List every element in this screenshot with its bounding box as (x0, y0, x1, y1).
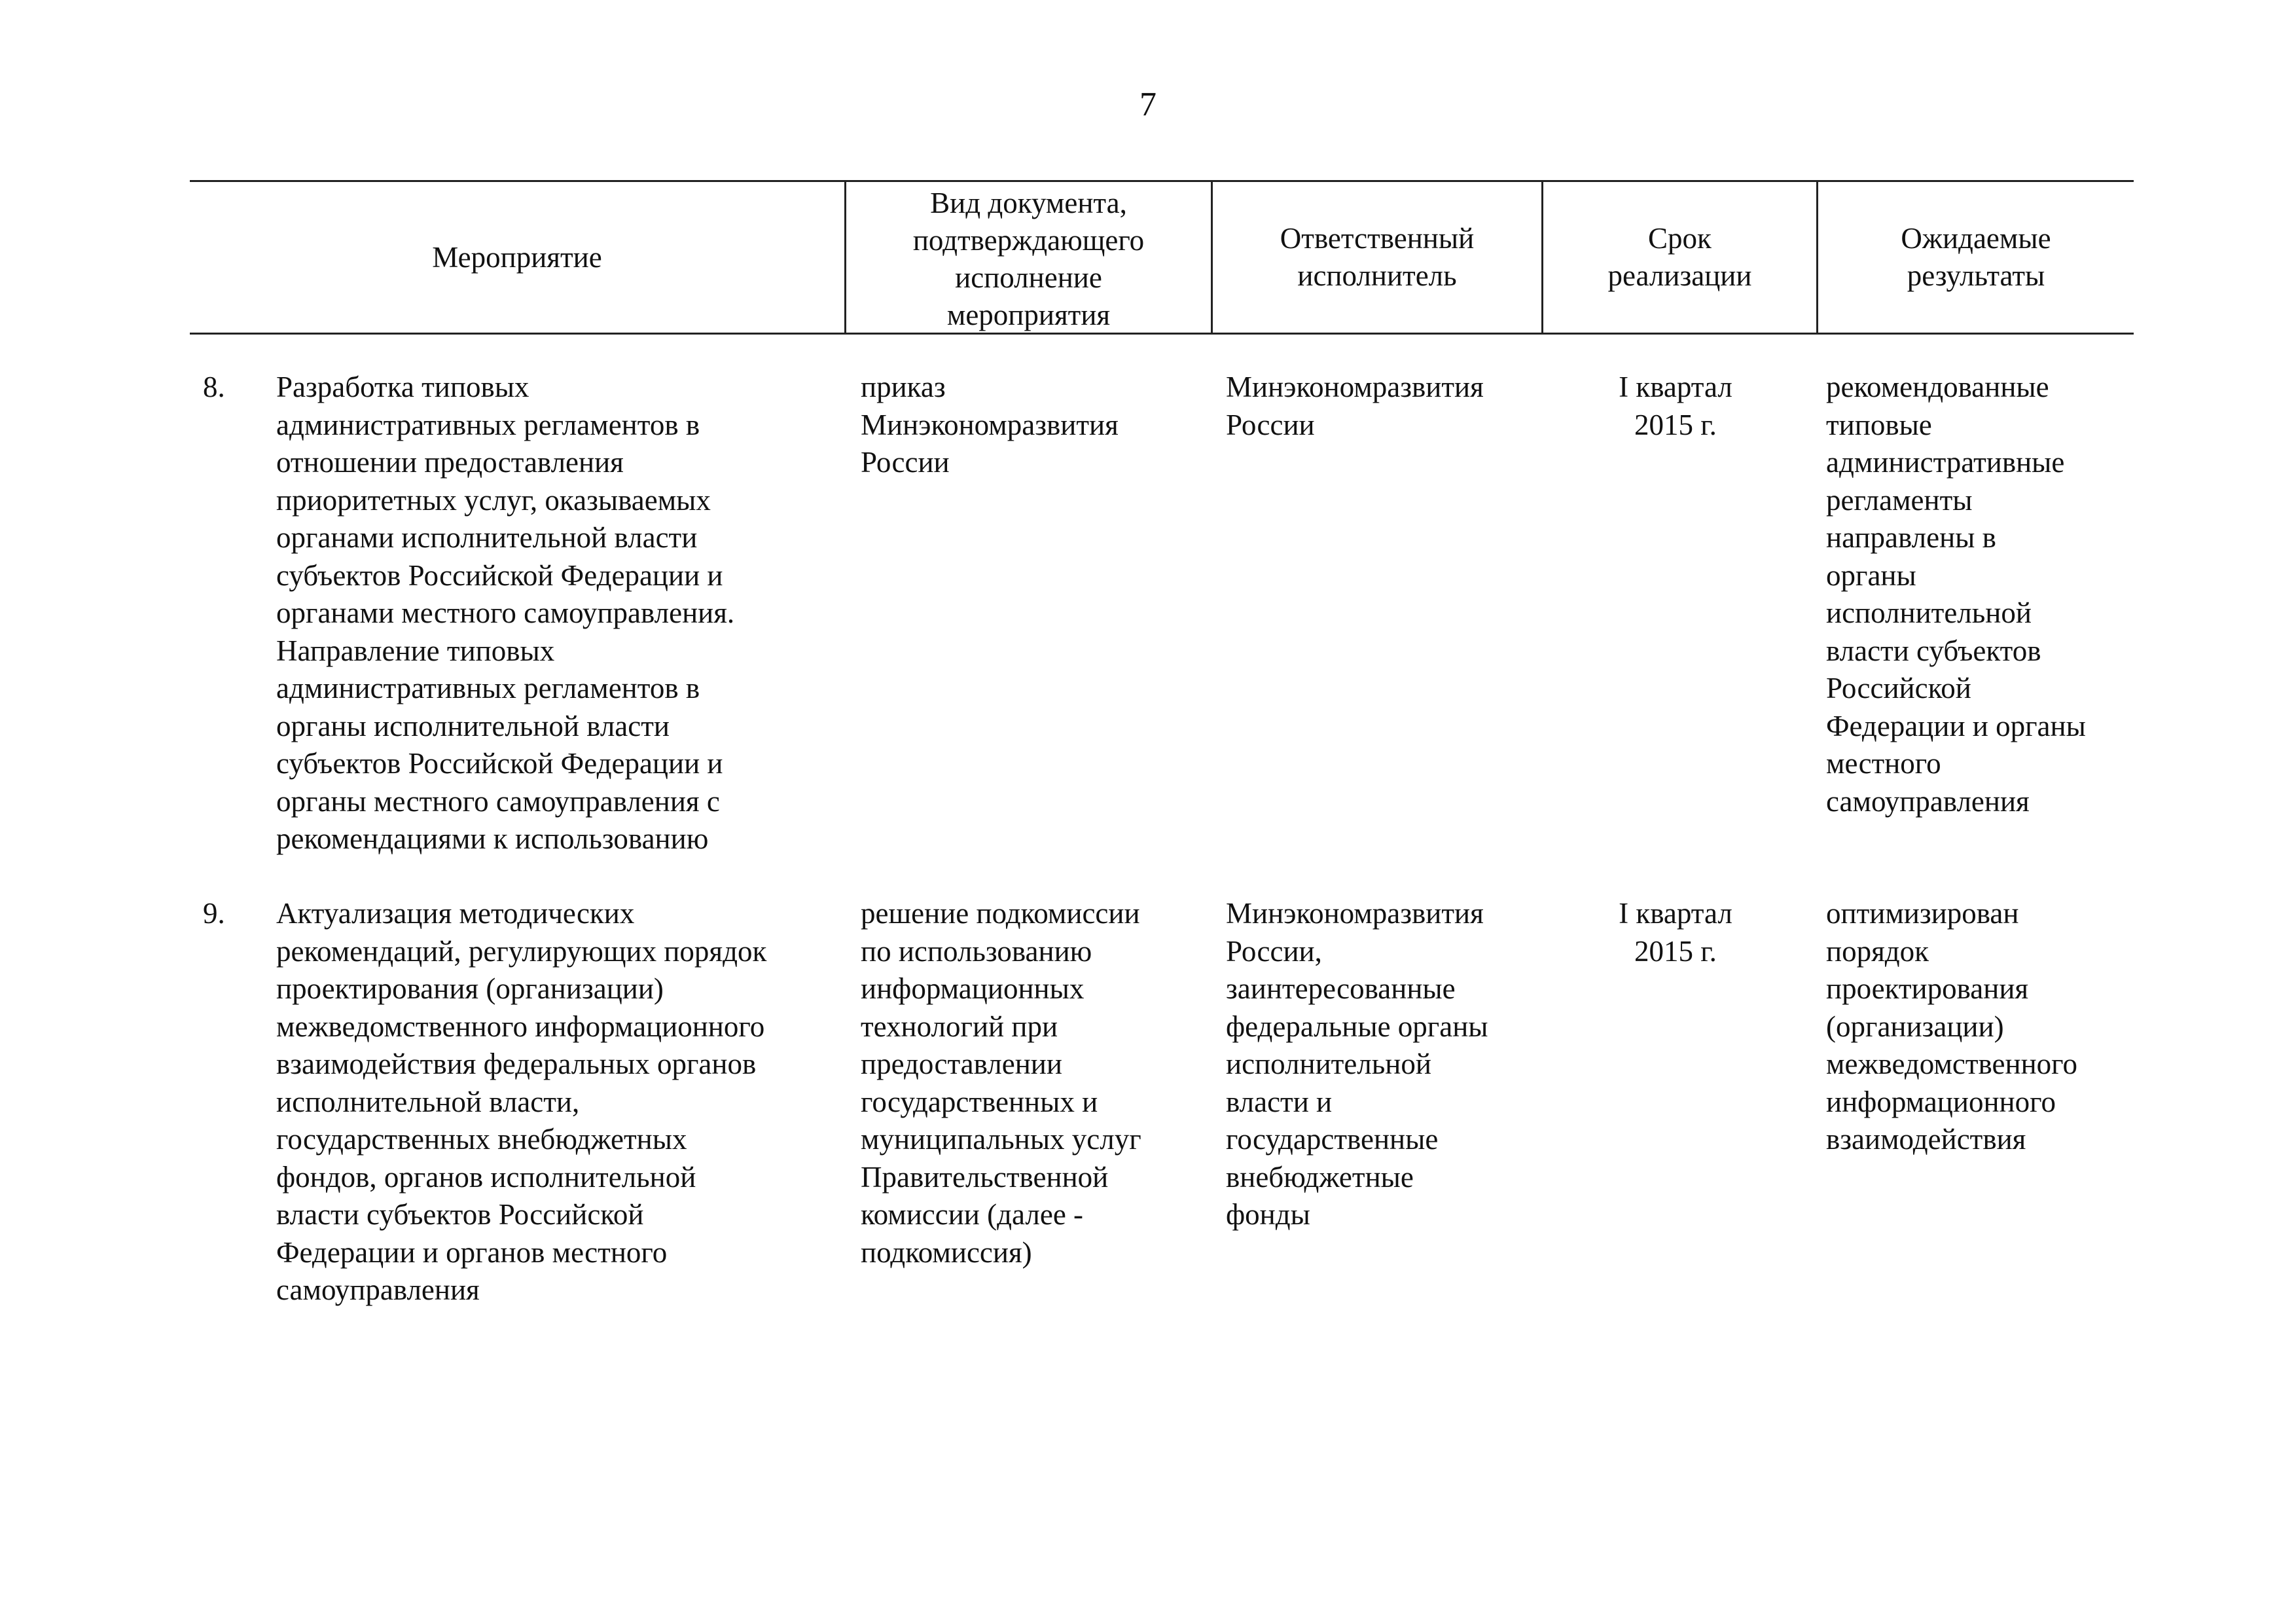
table-header (190, 180, 2134, 335)
row-results: рекомендованные типовые административные регламенты направлены в органы исполнительной власти субъектов Российской Федерации и органы местного самоуправления (1826, 371, 2086, 818)
row-document: решение подкомиссии по использованию информационных технологий при предоставлении государственных и муниципальных услуг Правительственной комиссии (далее - подкомиссия) (861, 897, 1141, 1269)
header-results-label: Ожидаемые результаты (1901, 222, 2051, 292)
header-deadline (1541, 182, 1816, 333)
row-deadline: I квартал 2015 г. (1619, 897, 1732, 968)
row-responsible: Минэкономразвития России, заинтересованные федеральные органы исполнительной власти и государственные внебюджетные фонды (1226, 897, 1488, 1231)
header-deadline-label: Срок реализации (1607, 222, 1752, 292)
row-number: 9. (203, 897, 225, 930)
header-event (190, 182, 844, 333)
row-event: Актуализация методических рекомендаций, регулирующих порядок проектирования (организации) межведомственного информационного взаимодействия федеральных органов исполнительной власти, государственных внебюджетных фондов, органов исполнительной власти субъектов Российской Федерации и органов местного самоуправления (276, 897, 767, 1306)
row-document: приказ Минэкономразвития России (861, 371, 1119, 479)
header-responsible (1211, 182, 1541, 333)
row-number: 8. (203, 371, 225, 403)
header-results (1816, 182, 2134, 333)
row-deadline: I квартал 2015 г. (1619, 371, 1732, 441)
page-number: 7 (1139, 86, 1157, 123)
header-document-label: Вид документа, подтверждающего исполнение мероприятия (912, 187, 1145, 331)
row-responsible: Минэкономразвития России (1226, 371, 1484, 441)
header-responsible-label: Ответственный исполнитель (1280, 222, 1475, 292)
header-document (844, 182, 1211, 333)
row-results: оптимизирован порядок проектирования (организации) межведомственного информационного взаимодействия (1826, 897, 2078, 1156)
header-event-label: Мероприятие (432, 240, 602, 274)
row-event: Разработка типовых административных регламентов в отношении предоставления приоритетных услуг, оказываемых органами исполнительной власти субъектов Российской Федерации и органами местного самоуправления. Направление типовых административных регламентов в органы исполнительной власти субъектов Российской Федерации и органы местного самоуправления с рекомендациями к использованию (276, 371, 735, 855)
